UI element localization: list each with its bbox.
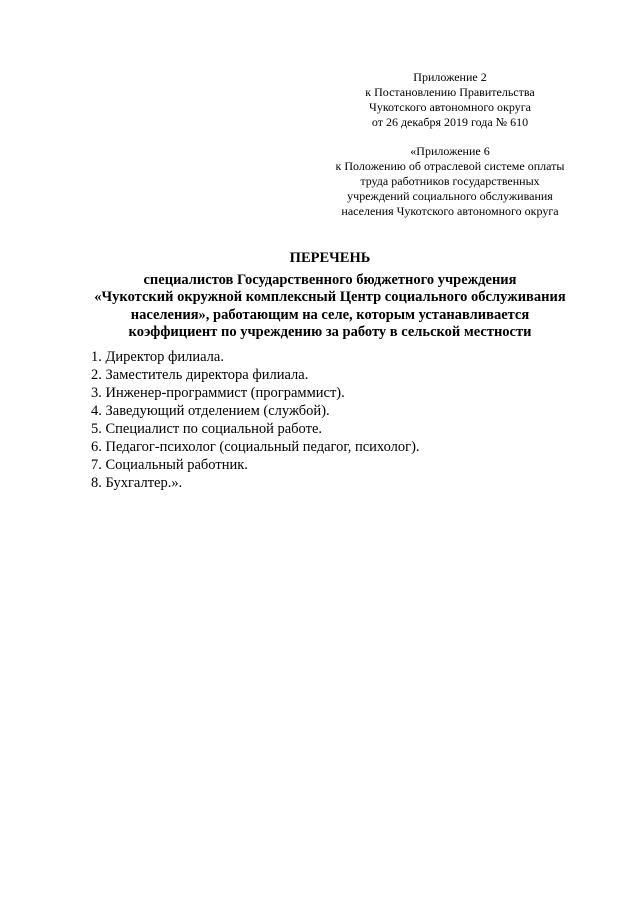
list-item: 6. Педагог-психолог (социальный педагог, психолог). (91, 439, 420, 455)
annex-line: труда работников государственных (360, 174, 540, 188)
annex-line: Чукотского автономного округа (369, 100, 531, 114)
document-title (60, 250, 600, 342)
annex-line: населения Чукотского автономного округа (341, 204, 559, 218)
title-line: населения», работающим на селе, которым устанавливается (130, 306, 530, 323)
list-item: 3. Инженер-программист (программист). (91, 385, 345, 401)
annex-line: к Постановлению Правительства (365, 85, 535, 99)
annex-reference-secondary (300, 144, 600, 219)
positions-list (91, 348, 591, 492)
title-line: «Чукотский окружной комплексный Центр социального обслуживания (94, 289, 566, 305)
list-item: 4. Заведующий отделением (службой). (91, 403, 330, 419)
annex-reference-primary (300, 70, 600, 130)
annex-line: к Положению об отраслевой системе оплаты (335, 159, 565, 173)
annex-line: учреждений социального обслуживания (347, 189, 553, 203)
annex-line: от 26 декабря 2019 года № 610 (371, 115, 529, 129)
annex-line: Приложение 2 (413, 70, 487, 84)
title-line: специалистов Государственного бюджетного учреждения (143, 271, 517, 288)
annex-line: «Приложение 6 (410, 144, 490, 158)
list-item: 5. Специалист по социальной работе. (91, 421, 323, 437)
title-heading: ПЕРЕЧЕНЬ (289, 250, 371, 266)
title-line: коэффициент по учреждению за работу в сельской местности (128, 324, 532, 340)
list-item: 8. Бухгалтер.». (91, 475, 183, 491)
list-item: 1. Директор филиала. (91, 349, 224, 365)
list-item: 2. Заместитель директора филиала. (91, 367, 309, 383)
list-item: 7. Социальный работник. (91, 457, 248, 473)
